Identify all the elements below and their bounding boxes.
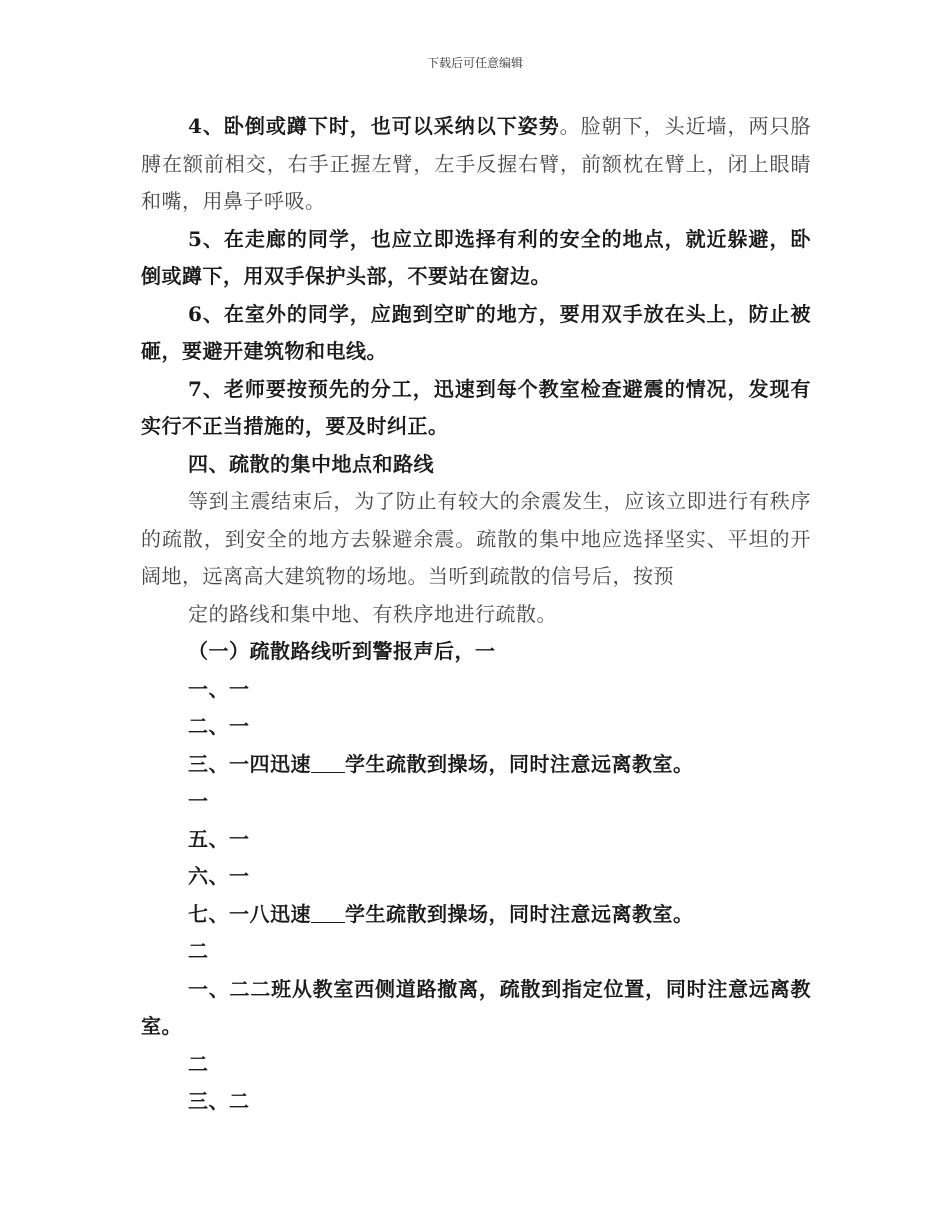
fill-blank — [311, 754, 345, 773]
item-4-lead: 4、卧倒或蹲下时，也可以采纳以下姿势 — [188, 114, 560, 138]
route-line-3 — [141, 746, 811, 784]
route-line-7 — [141, 896, 811, 934]
document-body — [141, 108, 811, 1121]
route-line-10: 二 — [188, 1051, 209, 1076]
route-line-7-end: 学生疏散到操场，同时注意远离教室。 — [345, 901, 694, 926]
paragraph-evacuation: 等到主震结束后，为了防止有较大的余震发生，应该立即进行有秩序的疏散，到安全的地方去躲避余震。疏散的集中地应选择坚实、平坦的开阔地，远离高大建筑物的场地。当听到疏散的信号后，按预 — [141, 489, 811, 588]
route-line-8: 二 — [188, 939, 209, 963]
paragraph-evacuation-cont: 定的路线和集中地、有秩序地进行疏散。 — [188, 601, 557, 626]
route-line-2: 二、一 — [188, 714, 250, 738]
section-heading-4: 四、疏散的集中地点和路线 — [188, 451, 434, 476]
page-header: 下载后可任意编辑 — [426, 56, 523, 70]
route-title: （一）疏散路线听到警报声后，一 — [188, 639, 496, 663]
route-line-5: 五、一 — [188, 826, 250, 851]
route-line-3-start: 三、一四迅速 — [188, 751, 311, 776]
route-line-1: 一、一 — [188, 676, 250, 701]
paragraph-item-7: 7、老师要按预先的分工，迅速到每个教室检查避震的情况，发现有实行不正当措施的，要及时纠正。 — [141, 376, 811, 438]
route-line-4: 一 — [188, 789, 209, 813]
route-line-3-end: 学生疏散到操场，同时注意远离教室。 — [345, 751, 694, 776]
paragraph-item-6: 6、在室外的同学，应跑到空旷的地方，要用双手放在头上，防止被砸，要避开建筑物和电线。 — [141, 301, 811, 363]
paragraph-item-5: 5、在走廊的同学，也应立即选择有利的安全的地点，就近躲避，卧倒或蹲下，用双手保护头部，不要站在窗边。 — [141, 226, 811, 288]
paragraph-item-4 — [141, 108, 811, 221]
route-line-7-start: 七、一八迅速 — [188, 901, 311, 926]
route-line-6: 六、一 — [188, 864, 250, 888]
route-line-9: 一、二二班从教室西侧道路撤离，疏散到指定位置，同时注意远离教室。 — [141, 976, 811, 1038]
item-4-text: 。脸朝下，头近墙，两只胳膊在额前相交，右手正握左臂，左手反握右臂，前额枕在臂上，闭上眼睛和嘴，用鼻子呼吸。 — [141, 114, 811, 213]
fill-blank — [311, 904, 345, 923]
route-line-11: 三、二 — [188, 1089, 250, 1113]
